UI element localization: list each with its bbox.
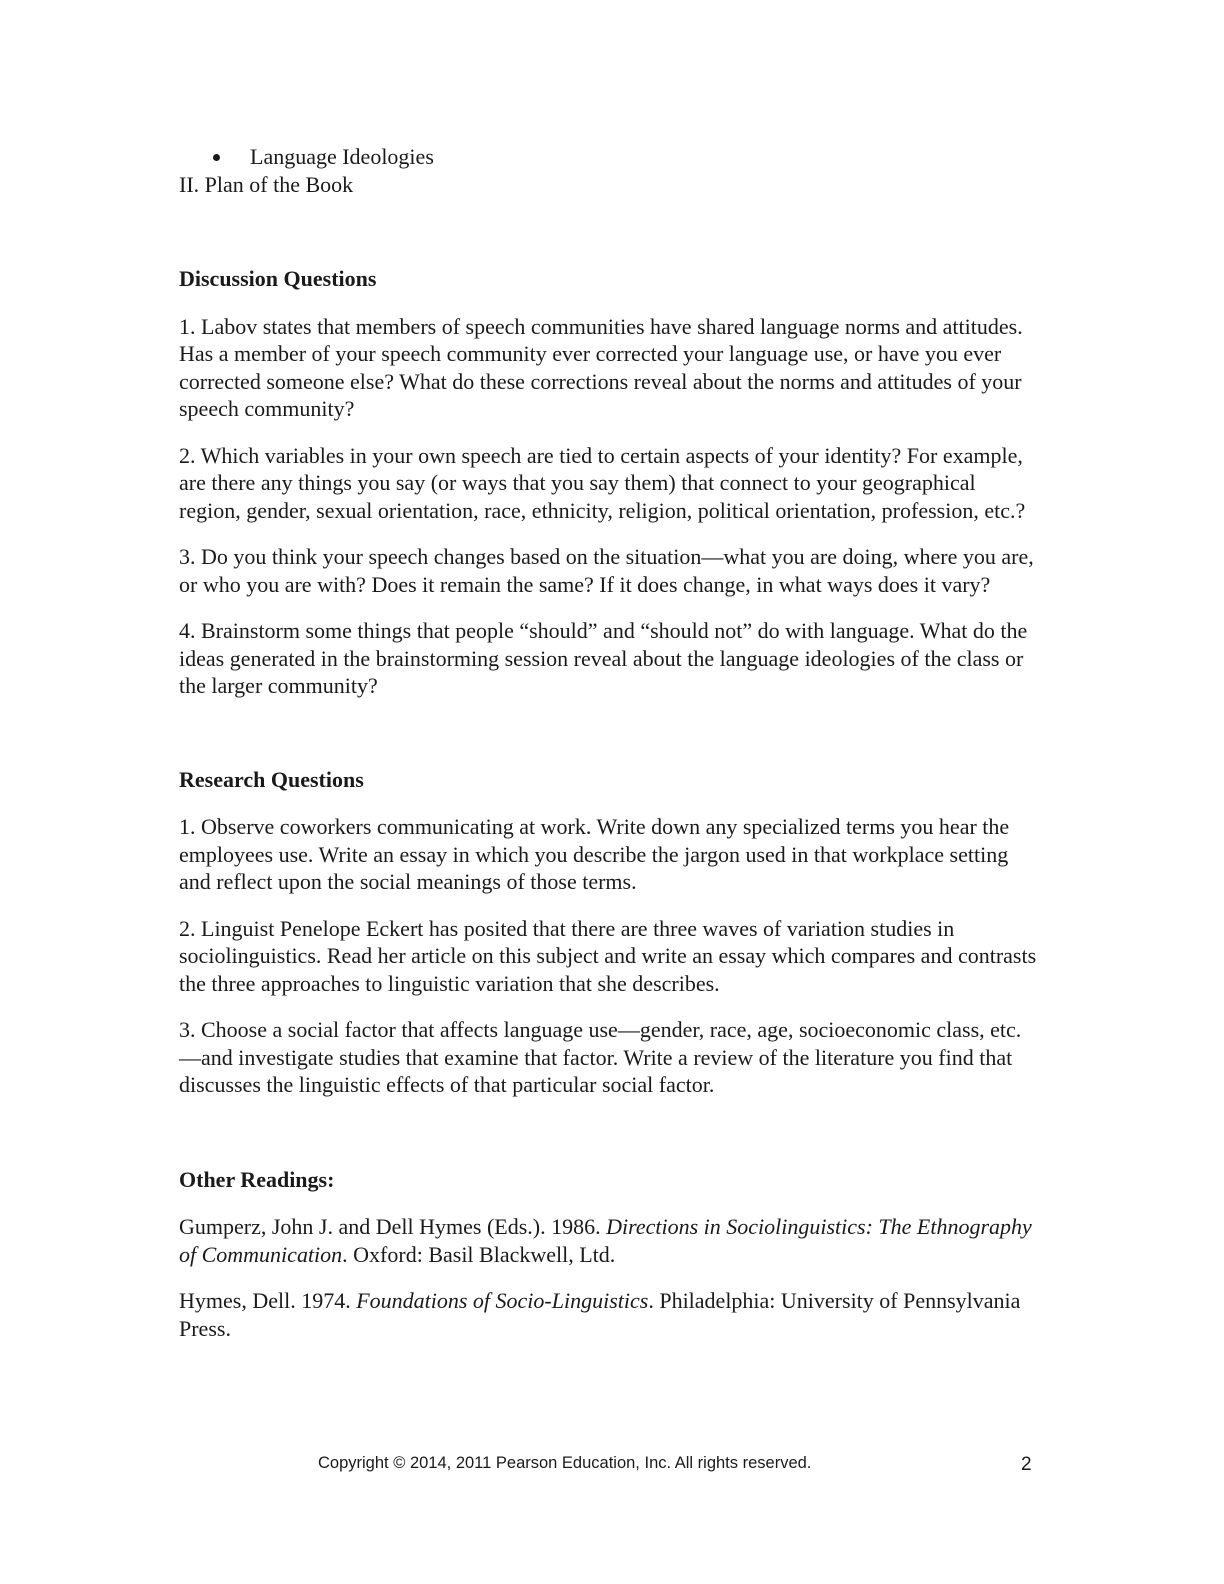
discussion-heading: Discussion Questions [179, 266, 377, 291]
bullet-icon [213, 154, 220, 161]
research-question-1: 1. Observe coworkers communicating at work. Write down any specialized terms you hear the employees use. Write an essay in which you describe the jargon used in that workplace setting and reflect upon the social meanings of those terms. [179, 814, 1010, 894]
outline-section-line: II. Plan of the Book [179, 171, 354, 197]
discussion-question-2: 2. Which variables in your own speech are tied to certain aspects of your identity? For example, are there any things you say (or ways that you say them) that connect to your geographical region, gender, sexual orientation, race, ethnicity, religion, political orientation, profession, etc.? [179, 442, 1026, 523]
reference-title: Foundations of Socio-Linguistics [356, 1288, 649, 1313]
research-heading: Research Questions [179, 766, 364, 792]
reference-authors: Gumperz, John J. and Dell Hymes (Eds.). 1986. [179, 1214, 607, 1239]
page-number: 2 [1021, 1454, 1032, 1475]
outline-bullet-item [179, 143, 1039, 171]
discussion-question-4: 4. Brainstorm some things that people “should” and “should not” do with language. What do the ideas generated in the brainstorming session reveal about the language ideologies of the class or the larger community? [179, 618, 1028, 698]
discussion-question-1: 1. Labov states that members of speech communities have shared language norms and attitudes. Has a member of your speech community ever corrected your language use, or have you ever corrected someone else? What do these corrections reveal about the norms and attitudes of your speech community? [179, 313, 1023, 421]
reference-publisher: . Philadelphia: University of Pennsylvania Press. [179, 1288, 1021, 1341]
outline-bullet-text: Language Ideologies [250, 144, 434, 169]
copyright-notice: Copyright © 2014, 2011 Pearson Education, Inc. All rights reserved. [318, 1454, 812, 1472]
reference-authors: Hymes, Dell. 1974. [179, 1288, 357, 1313]
reference-publisher: . Oxford: Basil Blackwell, Ltd. [342, 1241, 616, 1267]
readings-heading: Other Readings: [179, 1166, 335, 1192]
discussion-question-3: 3. Do you think your speech changes based on the situation—what you are doing, where you are, or who you are with? Does it remain the same? If it does change, in what ways does it vary? [179, 544, 1034, 597]
reference-entry [179, 1287, 1039, 1342]
reference-entry [179, 1213, 1039, 1268]
research-question-3: 3. Choose a social factor that affects language use—gender, race, age, socioeconomic class, etc.—and investigate studies that examine that factor. Write a review of the literature you find that discusses the linguistic effects of that particular social factor. [179, 1017, 1022, 1097]
research-question-2: 2. Linguist Penelope Eckert has posited that there are three waves of variation studies in sociolinguistics. Read her article on this subject and write an essay which compares and contrasts the three approaches to linguistic variation that she describes. [179, 915, 1037, 996]
reference-title: Directions in Sociolinguistics: The Ethnography of Communication [179, 1214, 1032, 1267]
document-body [179, 143, 1039, 1342]
